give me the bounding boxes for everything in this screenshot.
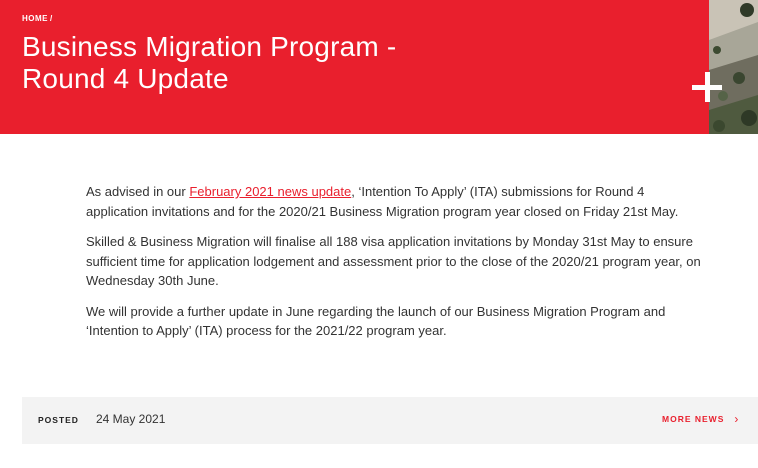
article-paragraph-3: We will provide a further update in June regarding the launch of our Business Migration Program and ‘Intention to Apply’ (ITA) process for the 2021/22 program year. bbox=[86, 303, 666, 338]
hero-landscape-image bbox=[709, 0, 758, 134]
article-paragraph-1: As advised in our February 2021 news update, ‘Intention To Apply’ (ITA) submissions for Round 4 application invitations and for the 2020/21 Business Migration program year closed on Friday 21st May. bbox=[86, 184, 679, 219]
more-news-link[interactable] bbox=[662, 414, 739, 424]
breadcrumb-home-link[interactable]: HOME bbox=[22, 14, 48, 23]
february-2021-news-update-link[interactable]: February 2021 news update bbox=[189, 184, 352, 199]
chevron-right-icon: › bbox=[734, 412, 740, 426]
more-news-label: MORE NEWS bbox=[662, 414, 725, 424]
plus-icon bbox=[690, 70, 724, 104]
posted-label: POSTED bbox=[38, 415, 79, 425]
post-meta-bar bbox=[22, 397, 758, 444]
hero-banner bbox=[0, 0, 758, 134]
page-title: Business Migration Program - Round 4 Update bbox=[22, 31, 397, 94]
article-body bbox=[86, 182, 701, 352]
breadcrumb bbox=[22, 14, 53, 23]
article-paragraph-2: Skilled & Business Migration will finalise all 188 visa application invitations by Monday 31st May to ensure sufficient time for application lodgement and assessment prior to the close of the 2020/21 program year, on Wednesday 30th June. bbox=[86, 234, 701, 288]
breadcrumb-separator: / bbox=[50, 14, 53, 23]
posted-date: 24 May 2021 bbox=[96, 412, 166, 426]
